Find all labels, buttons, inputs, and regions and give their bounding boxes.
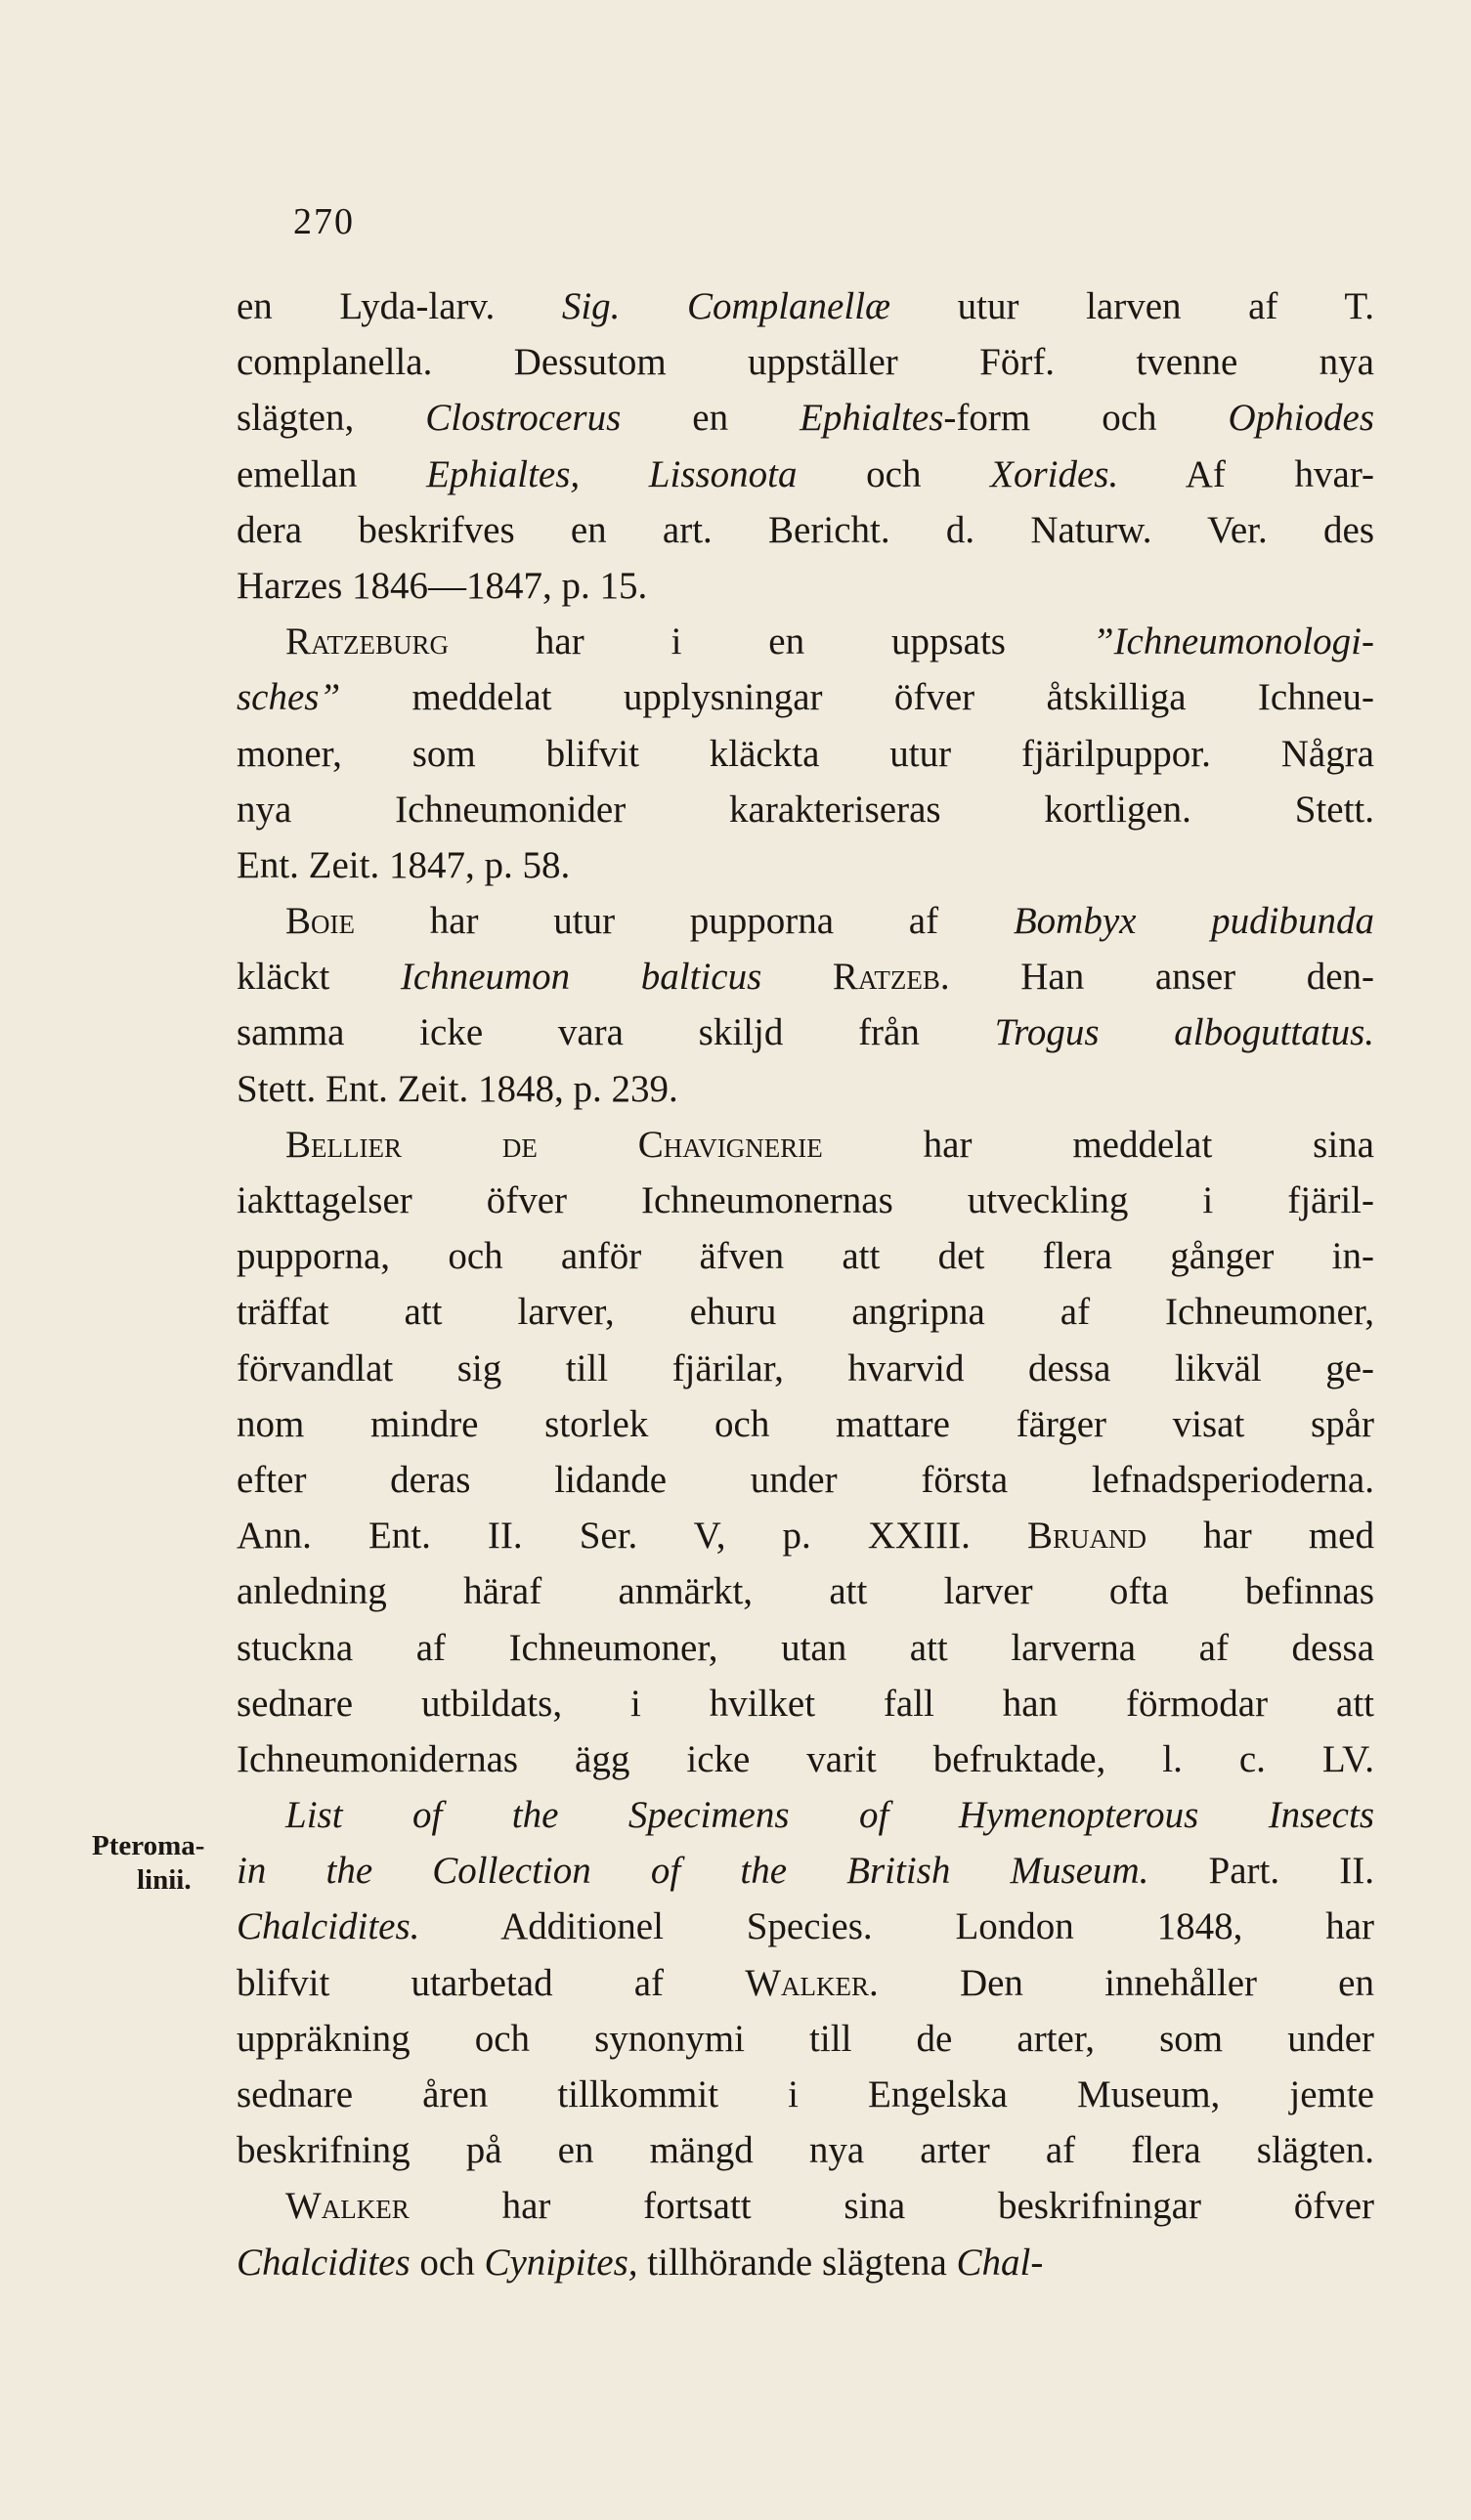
text-run: pupporna, och anför äfven att det flera gånger in- — [237, 1235, 1374, 1278]
text-run: efter deras lidande under första lefnadsperioderna. — [237, 1458, 1374, 1501]
text-run: Af hvar- — [1118, 452, 1375, 495]
text-run: Harzes 1846—1847, p. 15. — [237, 564, 648, 607]
text-line — [237, 2235, 1374, 2290]
text-run: utur larven af T. — [890, 285, 1374, 327]
text-line — [237, 1563, 1374, 1619]
text-line — [237, 2178, 1374, 2234]
italic-text: Chalcidites. — [237, 1905, 420, 1948]
text-line — [237, 669, 1374, 725]
text-line — [237, 782, 1374, 837]
text-run: meddelat upplysningar öfver åtskilliga Ichneu- — [340, 676, 1374, 719]
author-name: Ratzeburg — [285, 620, 450, 663]
text-run: beskrifning på en mängd nya arter af flera slägten. — [237, 2129, 1374, 2172]
author-name: Walker. — [745, 1961, 879, 2004]
text-run: moner, som blifvit kläckta utur fjärilpuppor. Några — [237, 732, 1374, 775]
text-line — [237, 1731, 1374, 1787]
text-run: sednare åren tillkommit i Engelska Museum, jemte — [237, 2073, 1374, 2115]
text-run: anledning häraf anmärkt, att larver ofta befinnas — [237, 1570, 1374, 1613]
text-run: har meddelat sina — [822, 1123, 1374, 1166]
italic-text: ”Ichneumonologi- — [1092, 620, 1374, 663]
text-run: dera beskrifves en art. Bericht. d. Naturw. Ver. des — [237, 508, 1374, 551]
text-run: Han anser den- — [949, 956, 1375, 999]
author-name: Bellier de Chavignerie — [285, 1123, 823, 1166]
text-line — [237, 1620, 1374, 1676]
text-run: och — [410, 2241, 485, 2284]
italic-text: Cynipites, — [484, 2241, 638, 2284]
author-name: Ratzeb. — [832, 956, 950, 999]
text-line — [237, 1452, 1374, 1508]
text-line — [237, 1061, 1374, 1117]
text-run: en Lyda-larv. — [237, 285, 562, 327]
text-run: kläckt — [237, 956, 401, 999]
text-line — [237, 1173, 1374, 1228]
italic-text: List of the Specimens of Hymenopterous Insects — [285, 1794, 1374, 1837]
text-run: tillhörande slägtena — [637, 2241, 957, 2284]
text-run: nya Ichneumonider karakteriseras kortligen. Stett. — [237, 788, 1374, 831]
text-run: blifvit utarbetad af — [237, 1961, 746, 2004]
italic-text: Xorides. — [990, 452, 1119, 495]
italic-text: Chal- — [956, 2241, 1044, 2284]
text-line — [237, 1787, 1374, 1843]
text-line — [237, 1899, 1374, 1954]
text-line — [237, 2122, 1374, 2178]
text-run: har med — [1146, 1515, 1374, 1558]
text-run: uppräkning och synonymi till de arter, som under — [237, 2017, 1374, 2060]
text-run — [761, 956, 833, 998]
text-run: en — [621, 397, 800, 440]
text-line — [237, 390, 1374, 446]
text-run: samma icke vara skiljd från — [237, 1011, 995, 1054]
italic-text: in the Collection of the British Museum. — [237, 1850, 1149, 1893]
text-line — [237, 893, 1374, 949]
text-line — [237, 1843, 1374, 1899]
text-run: träffat att larver, ehuru angripna af Ichneumoner, — [237, 1291, 1374, 1334]
italic-text: Clostrocerus — [425, 397, 622, 440]
text-line — [237, 2011, 1374, 2067]
italic-text: Ophiodes — [1228, 397, 1375, 440]
margin-note — [92, 1829, 248, 1898]
author-name: Boie — [285, 900, 355, 943]
text-run: Stett. Ent. Zeit. 1848, p. 239. — [237, 1067, 678, 1110]
text-run: nom mindre storlek och mattare färger visat spår — [237, 1402, 1374, 1445]
text-line — [237, 334, 1374, 390]
text-run: Ent. Zeit. 1847, p. 58. — [237, 843, 571, 886]
text-run: och — [797, 452, 991, 495]
author-name: Walker — [285, 2185, 410, 2228]
text-line — [237, 1396, 1374, 1452]
text-run: sednare utbildats, i hvilket fall han förmodar att — [237, 1682, 1374, 1725]
italic-text: Ichneumon balticus — [400, 956, 762, 999]
text-line — [237, 1228, 1374, 1284]
text-line — [237, 726, 1374, 782]
italic-text: Sig. Complanellæ — [561, 285, 891, 327]
italic-text: Ephialtes, Lissonota — [426, 452, 798, 495]
text-run: -form och — [943, 397, 1229, 440]
italic-text: Trogus alboguttatus. — [994, 1011, 1375, 1054]
text-line — [237, 502, 1374, 558]
author-name: Bruand — [1026, 1515, 1147, 1558]
text-run: Ann. Ent. II. Ser. V, p. XXIII. — [237, 1515, 1027, 1558]
text-line — [237, 2067, 1374, 2122]
text-line — [237, 447, 1374, 502]
margin-note-line-1: Pteroma- — [92, 1830, 205, 1861]
text-run: Part. II. — [1148, 1850, 1374, 1893]
text-run: stuckna af Ichneumoner, utan att larverna af dessa — [237, 1626, 1374, 1669]
italic-text: Ephialtes — [800, 397, 944, 440]
text-run: emellan — [237, 452, 427, 495]
text-line — [237, 1284, 1374, 1340]
text-run: iakttagelser öfver Ichneumonernas utveckling i fjäril- — [237, 1179, 1374, 1221]
text-line — [237, 1508, 1374, 1563]
text-line — [237, 1117, 1374, 1173]
text-run: Ichneumonidernas ägg icke varit befruktade, l. c. LV. — [237, 1737, 1374, 1780]
text-run: slägten, — [237, 397, 426, 440]
italic-text: sches” — [237, 676, 341, 719]
text-line — [237, 1955, 1374, 2011]
text-run: complanella. Dessutom uppställer Förf. tvenne nya — [237, 341, 1374, 384]
page-number: 270 — [293, 201, 355, 242]
text-run: har i en uppsats — [449, 620, 1093, 663]
text-line — [237, 558, 1374, 614]
text-line — [237, 1676, 1374, 1731]
text-line — [237, 837, 1374, 893]
margin-note-line-2: linii. — [137, 1864, 192, 1896]
text-line — [237, 614, 1374, 669]
italic-text: Bombyx pudibunda — [1013, 900, 1374, 943]
text-line — [237, 949, 1374, 1004]
text-line — [237, 278, 1374, 334]
text-run: Additionel Species. London 1848, har — [419, 1905, 1374, 1948]
text-line — [237, 1341, 1374, 1396]
text-run: har utur pupporna af — [355, 900, 1014, 943]
text-line — [237, 1004, 1374, 1060]
body-text — [237, 278, 1374, 2290]
text-run: Den innehåller en — [878, 1961, 1374, 2004]
text-run: har fortsatt sina beskrifningar öfver — [409, 2185, 1374, 2228]
italic-text: Chalcidites — [237, 2241, 411, 2284]
text-run: förvandlat sig till fjärilar, hvarvid dessa likväl ge- — [237, 1346, 1374, 1389]
